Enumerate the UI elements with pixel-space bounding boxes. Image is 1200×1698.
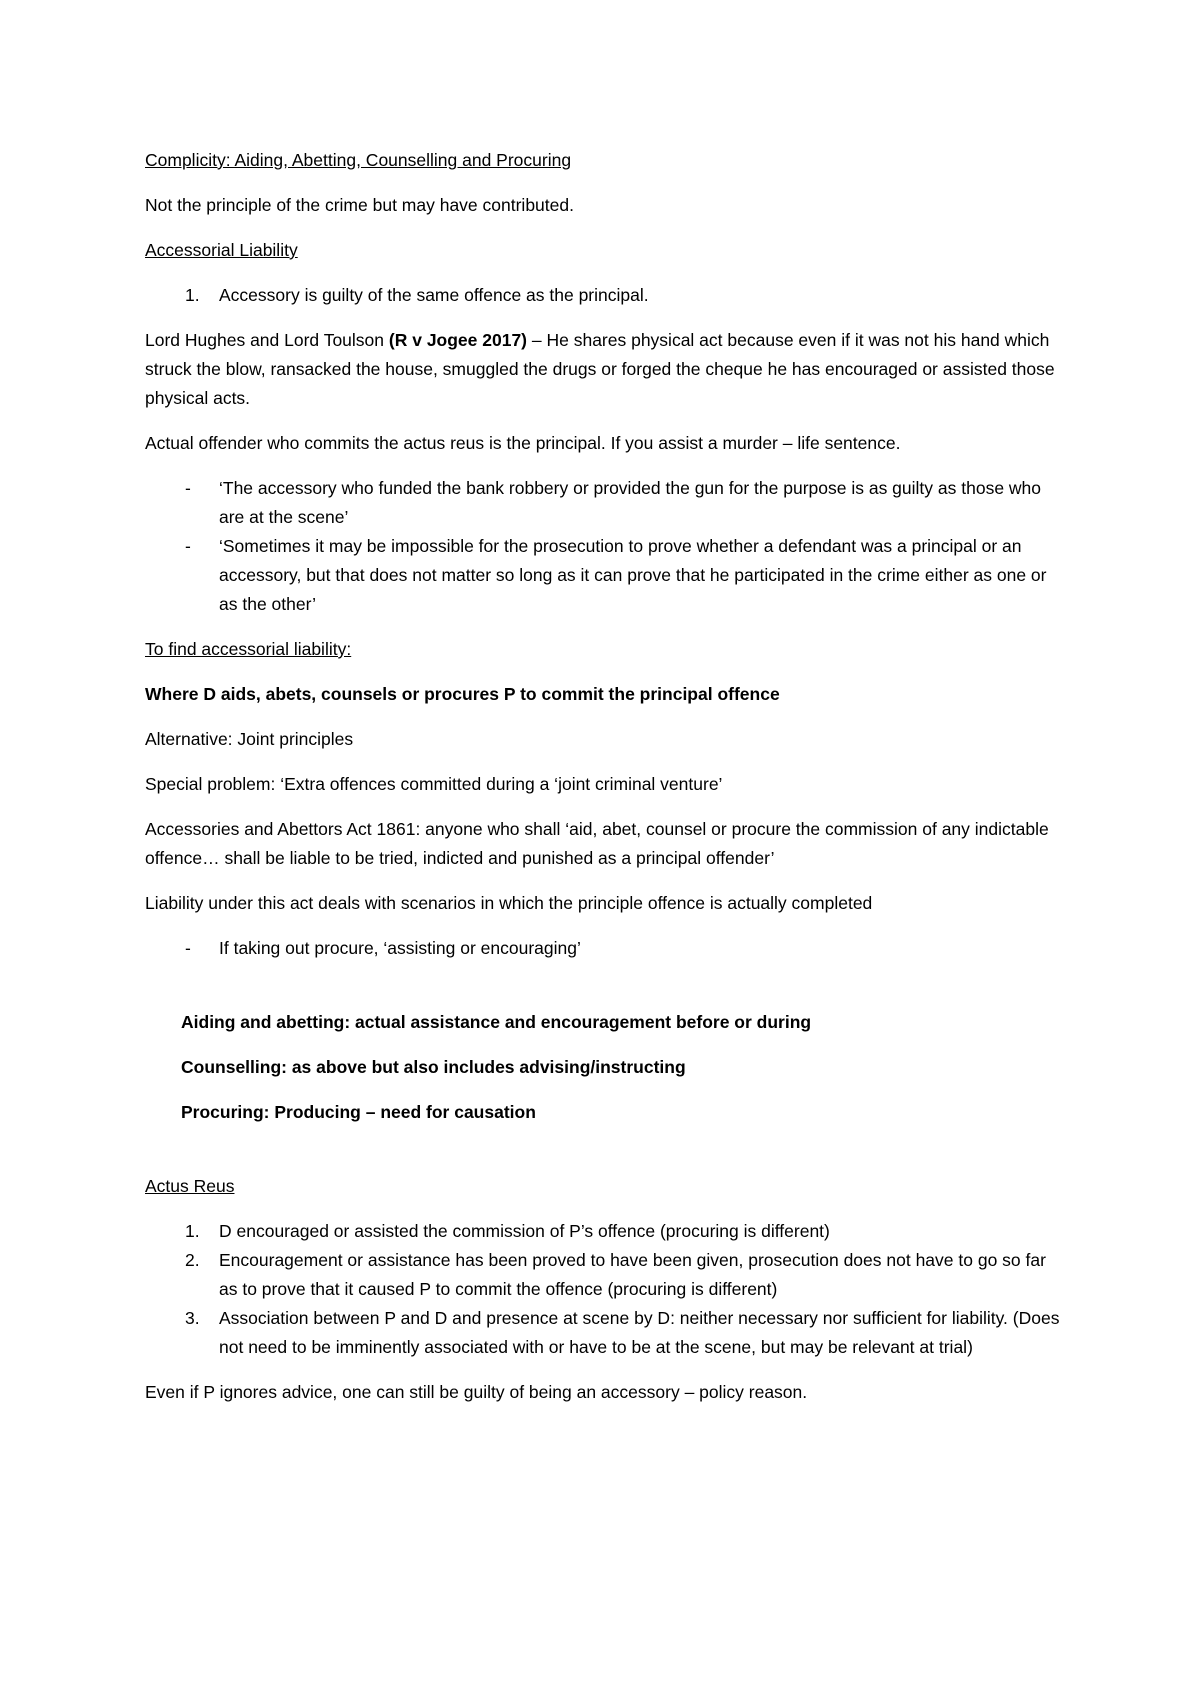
list-item-text: Accessory is guilty of the same offence as the principal.	[219, 285, 649, 305]
list-number: 1.	[185, 285, 200, 305]
spacer	[145, 979, 1065, 1008]
aiding-definition: Aiding and abetting: actual assistance and encouragement before or during	[181, 1012, 812, 1032]
special-problem-paragraph: Special problem: ‘Extra offences committed during a ‘joint criminal venture’	[145, 774, 723, 794]
list-number: 2.	[185, 1250, 200, 1270]
list-item	[145, 934, 1065, 963]
list-item	[145, 474, 1065, 532]
intro-paragraph: Not the principle of the crime but may have contributed.	[145, 195, 574, 215]
jogee-quote: – He shares physical act because even if it was not his hand which struck the blow, ransacked the house, smuggled the drugs or forged the cheque he has encouraged or assisted those physical acts.	[145, 330, 1055, 408]
liability-act-paragraph: Liability under this act deals with scenarios in which the principle offence is actually completed	[145, 893, 873, 913]
list-item-text: D encouraged or assisted the commission of P’s offence (procuring is different)	[219, 1221, 830, 1241]
list-item	[145, 532, 1065, 619]
dash-bullet: -	[185, 478, 191, 498]
jogee-case-citation: (R v Jogee 2017)	[388, 330, 528, 350]
list-item-text: If taking out procure, ‘assisting or encouraging’	[219, 938, 581, 958]
document-body	[145, 146, 1065, 1423]
list-number: 3.	[185, 1308, 200, 1328]
where-d-paragraph: Where D aids, abets, counsels or procures P to commit the principal offence	[145, 684, 780, 704]
document-title: Complicity: Aiding, Abetting, Counselling and Procuring	[145, 150, 572, 170]
dash-bullet: -	[185, 938, 191, 958]
bullet-list-2	[145, 934, 1065, 963]
bullet-list-1	[145, 474, 1065, 619]
counselling-definition: Counselling: as above but also includes advising/instructing	[181, 1057, 686, 1077]
list-number: 1.	[185, 1221, 200, 1241]
numbered-list-2	[145, 1217, 1065, 1362]
jogee-lords: Lord Hughes and Lord Toulson	[145, 330, 389, 350]
list-item	[145, 281, 1065, 310]
list-item	[145, 1304, 1065, 1362]
list-item-text: ‘The accessory who funded the bank robbery or provided the gun for the purpose is as guilty as those who are at the scene’	[219, 478, 1042, 527]
section-heading-accessorial-liability: Accessorial Liability	[145, 240, 298, 260]
act-1861-paragraph: Accessories and Abettors Act 1861: anyone who shall ‘aid, abet, counsel or procure the commission of any indictable offence… shall be liable to be tried, indicted and punished as a principal offender’	[145, 819, 1049, 868]
list-item	[145, 1217, 1065, 1246]
procuring-definition: Procuring: Producing – need for causation	[181, 1102, 536, 1122]
even-if-paragraph: Even if P ignores advice, one can still be guilty of being an accessory – policy reason.	[145, 1382, 808, 1402]
section-heading-find-liability: To find accessorial liability:	[145, 639, 352, 659]
numbered-list-1	[145, 281, 1065, 310]
list-item-text: Association between P and D and presence at scene by D: neither necessary nor sufficient for liability. (Does not need to be imminently associated with or have to be at the scene, but may be relevant at trial)	[219, 1308, 1060, 1357]
dash-bullet: -	[185, 536, 191, 556]
jogee-paragraph	[145, 326, 1065, 413]
section-heading-actus-reus: Actus Reus	[145, 1176, 235, 1196]
list-item-text: Encouragement or assistance has been proved to have been given, prosecution does not have to go so far as to prove that it caused P to commit the offence (procuring is different)	[219, 1250, 1046, 1299]
spacer	[145, 1143, 1065, 1172]
list-item-text: ‘Sometimes it may be impossible for the prosecution to prove whether a defendant was a principal or an accessory, but that does not matter so long as it can prove that he participated in the crime either as one or as the other’	[219, 536, 1047, 614]
actual-offender-paragraph: Actual offender who commits the actus reus is the principal. If you assist a murder – life sentence.	[145, 433, 901, 453]
list-item	[145, 1246, 1065, 1304]
alternative-paragraph: Alternative: Joint principles	[145, 729, 354, 749]
